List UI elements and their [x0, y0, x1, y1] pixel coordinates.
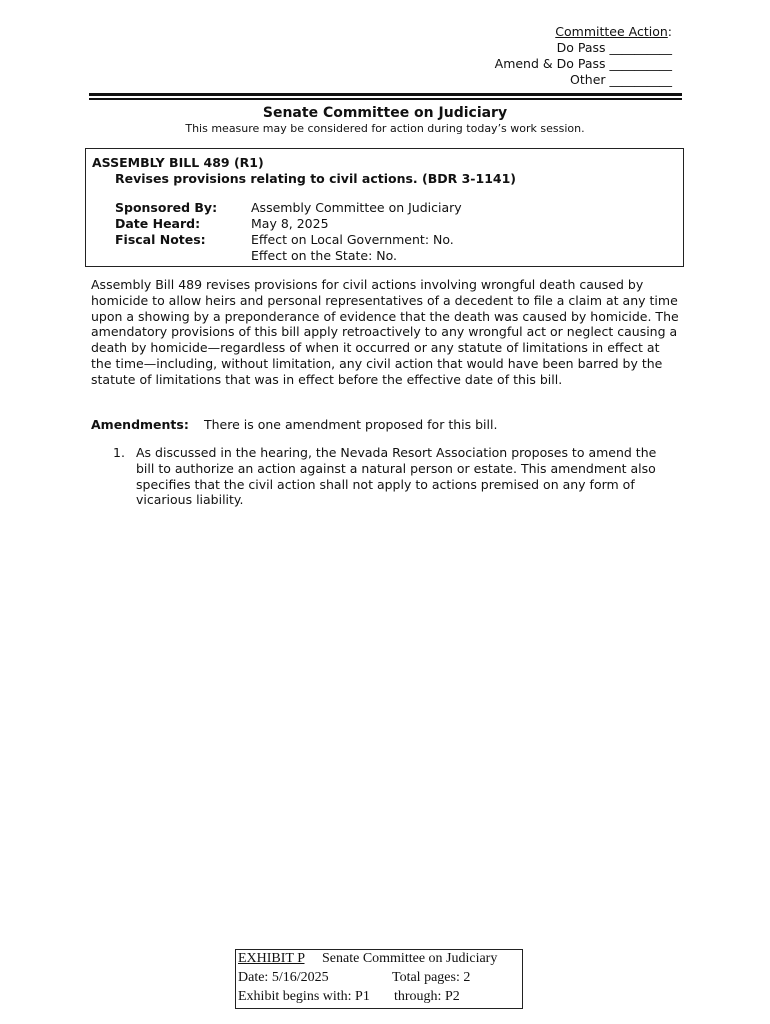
exhibit-through: through: P2 — [394, 989, 460, 1004]
fiscal-state-value: Effect on the State: No. — [251, 248, 398, 263]
amendments-label: Amendments: — [91, 417, 189, 432]
date-heard-label: Date Heard: — [115, 216, 201, 231]
fiscal-local-value: Effect on Local Government: No. — [251, 232, 454, 247]
committee-action-heading: Committee Action: — [555, 24, 672, 39]
exhibit-stamp — [235, 949, 523, 1009]
amend-do-pass-line: Amend & Do Pass __________ — [494, 56, 672, 71]
bill-description: Revises provisions relating to civil actions. (BDR 3-1141) — [115, 171, 516, 186]
exhibit-total-pages: Total pages: 2 — [392, 970, 471, 985]
exhibit-id: EXHIBIT P — [238, 951, 305, 966]
fiscal-notes-label: Fiscal Notes: — [115, 232, 206, 247]
amendments-intro: There is one amendment proposed for this bill. — [204, 417, 498, 432]
exhibit-date: Date: 5/16/2025 — [238, 970, 329, 985]
amendment-text: As discussed in the hearing, the Nevada Resort Association proposes to amend the bill to authorize an action against a natural person or estate. This amendment also specifies that the civil action shall not apply to actions premised on any form of vicarious liability. — [136, 445, 657, 508]
page-title: Senate Committee on Judiciary — [262, 105, 508, 121]
date-heard-value: May 8, 2025 — [251, 216, 329, 231]
page-subtitle: This measure may be considered for action during today’s work session. — [185, 122, 585, 135]
do-pass-line: Do Pass __________ — [556, 40, 672, 55]
bill-summary: Assembly Bill 489 revises provisions for civil actions involving wrongful death caused by homicide to allow heirs and personal representatives of a decedent to file a claim at any time upon a showing by a preponderance of evidence that the death was caused by homicide. The amendatory provisions of this bill apply retroactively to any wrongful act or neglect causing a death by homicide—regardless of when it occurred or any statute of limitations in effect at the time—including, without limitation, any civil action that would have been barred by the statute of limitations that was in effect before the effective date of this bill. — [91, 277, 679, 387]
header-rule-thin — [89, 98, 682, 100]
exhibit-committee: Senate Committee on Judiciary — [322, 951, 498, 966]
sponsored-by-label: Sponsored By: — [115, 200, 218, 215]
exhibit-begins: Exhibit begins with: P1 — [238, 989, 370, 1004]
sponsored-by-value: Assembly Committee on Judiciary — [251, 200, 462, 215]
other-line: Other __________ — [570, 72, 672, 87]
bill-number: ASSEMBLY BILL 489 (R1) — [92, 155, 264, 170]
amendment-number: 1. — [113, 445, 125, 460]
header-rule — [89, 93, 682, 96]
